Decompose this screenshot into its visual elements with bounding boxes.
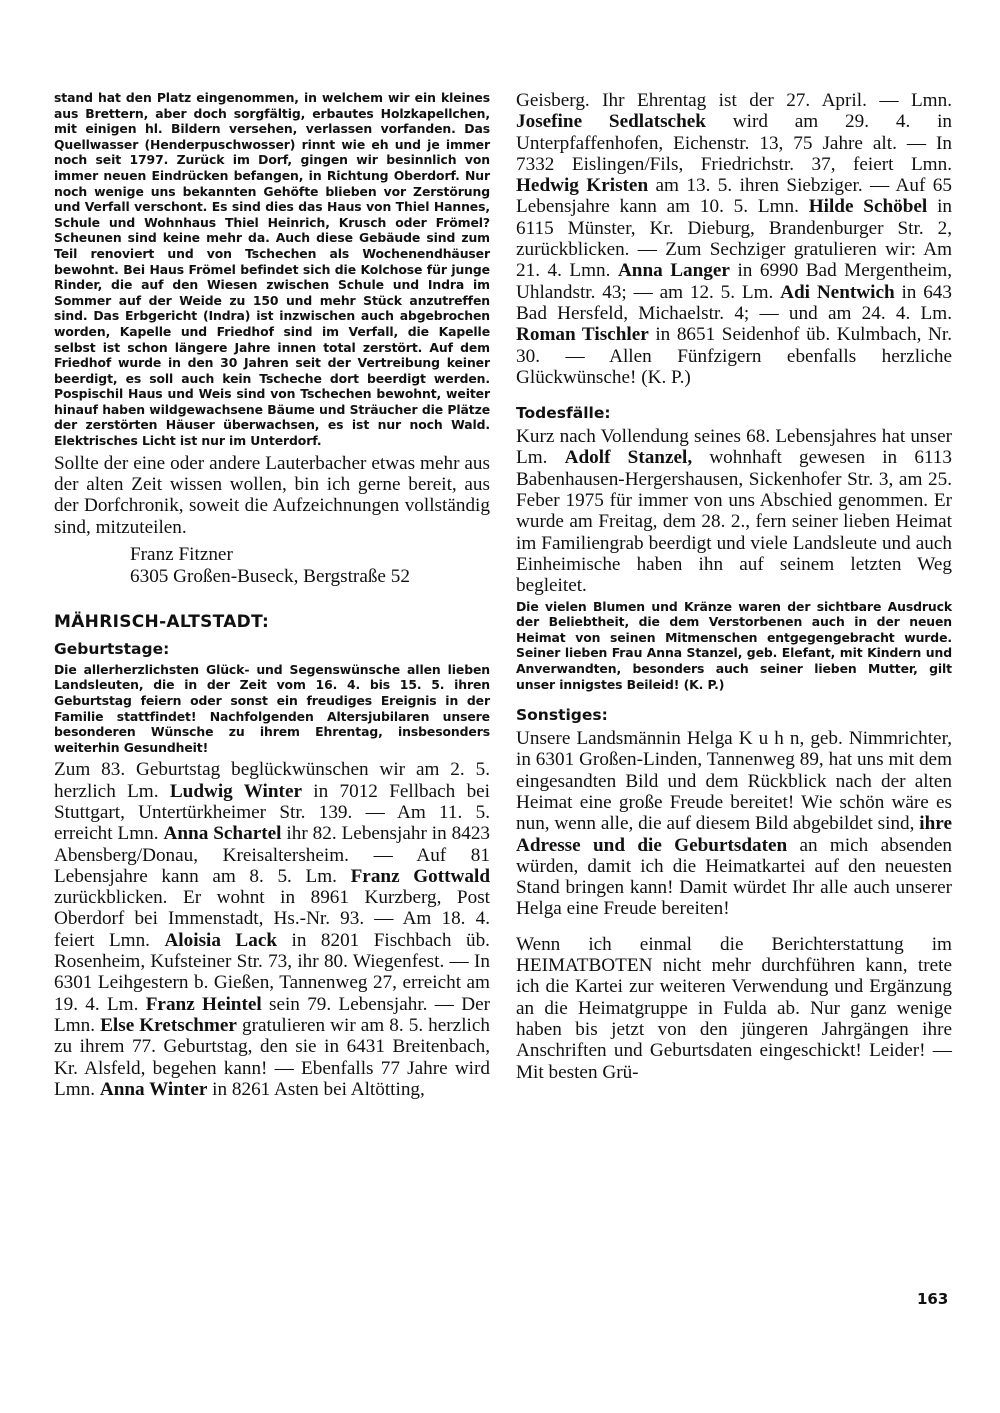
text-run: Geisberg. Ihr Ehrentag ist der 27. April. — Lmn. — [516, 90, 952, 111]
text-run: sein 79. Lebensjahr. — Der Lmn. — [54, 993, 490, 1036]
birthdays-continued — [516, 90, 952, 388]
name-anna-winter: Anna Winter — [99, 1078, 208, 1100]
birthdays-list — [54, 759, 490, 1100]
name-ludwig-winter: Ludwig Winter — [169, 780, 302, 802]
right-column — [516, 90, 952, 1083]
name-franz-gottwald: Franz Gottwald — [350, 865, 490, 887]
text-run: zurückblicken. Er wohnt in 8961 Kurzberg, Post Oberdorf bei Immenstadt, Hs.-Nr. 93. — Am 18. 4. feiert Lmn. — [54, 887, 490, 951]
death-notice — [516, 426, 952, 596]
name-anna-langer: Anna Langer — [617, 260, 730, 282]
birthdays-intro: Die allerherzlichsten Glück- und Segenswünsche allen lieben Landsleuten, die in der Zeit vom 16. 4. bis 15. 5. ihren Geburtstag feiern oder sonst ein freudiges Ereignis in der Familie stattfindet! Nachfolgenden Altersjubilaren unsere besonderen Wünsche zu ihrem Ehrentag, insbesonders weiterhin Gesundheit! — [54, 661, 490, 755]
text-run: in 8651 Seidenhof üb. Kulmbach, Nr. 30. — Allen Fünfzigern ebenfalls herzliche Glückwünsche! (K. P.) — [516, 324, 952, 388]
chronicle-offer-paragraph: Sollte der eine oder andere Lauterbacher etwas mehr aus der alten Zeit wissen wollen, bin ich gerne bereit, aus der Dorfchronik, soweit die Aufzeichnungen vollständig sind, mitzuteilen. — [54, 452, 490, 538]
name-helga-kuhn: K u h n — [738, 728, 800, 750]
text-run: ihr 82. Lebensjahr in 8423 Abensberg/Donau, Kreisaltersheim. — Auf 81 Lebensjahre kann am 8. 5. Lm. — [54, 823, 491, 887]
text-run: Kurz nach Vollendung seines 68. Lebensjahres hat unser Lm. — [516, 426, 952, 469]
text-run: , geb. Nimmrichter, in 6301 Großen-Linden, Tannenweg 89, hat uns mit dem eingesandten Bild und dem Rückblick nach der alten Heimat eine große Freude bereitet! Wie schön wäre es nun, wenn alle, die auf diesem Bild abgebildet sind, — [516, 728, 952, 835]
text-run: in 643 Bad Hersfeld, Michaelstr. 4; — und am 24. 4. Lm. — [516, 281, 952, 324]
name-aloisia-lack: Aloisia Lack — [164, 929, 278, 951]
name-franz-heintel: Franz Heintel — [145, 993, 262, 1015]
text-run: in 6990 Bad Mergentheim, Uhlandstr. 43; — am 12. 5. Lm. — [516, 260, 952, 303]
death-condolences: Die vielen Blumen und Kränze waren der sichtbare Ausdruck der Beliebtheit, die dem Verstorbenen auch in der neuen Heimat von seinen Mitmenschen entgegengebracht wurde. Seiner lieben Frau Anna Stanzel, geb. Elefant, mit Kindern und Anverwandten, besonders auch seiner lieben Mutter, gilt unser innigstes Beileid! (K. P.) — [516, 598, 952, 692]
village-report-paragraph: stand hat den Platz eingenommen, in welchem wir ein kleines aus Brettern, aber doch sorgfältig, erbautes Holzkapellchen, mit einigen hl. Bildern versehen, verlassen vorfanden. Das Quellwasser (Henderpuschwosser) rinnt wie eh und je immer noch seit 1797. Zurück im Dorf, gingen wir besinnlich von immer neuen Eindrücken befangen, in Richtung Oberdorf. Nur noch wenige uns bekannten Gehöfte blieben vor Zerstörung und Verfall verschont. Es sind dies das Haus von Thiel Hannes, Schule und Wohnhaus Thiel Heinrich, Krusch oder Frömel? Scheunen sind keine mehr da. Auch diese Gebäude sind zum Teil renoviert und von Tschechen als Wochenendhäuser bewohnt. Bei Haus Frömel befindet sich die Kolchose für junge Rinder, die auf den Wiesen zwischen Schule und Indra im Sommer auf der Weide zu 150 und mehr Stück anzutreffen sind. Das Erbgericht (Indra) ist inzwischen auch abgebrochen worden, Kapelle und Friedhof sind im Verfall, die Kapelle selbst ist schon längere Jahre innen total zerstört. Auf dem Friedhof wurde in den 30 Jahren seit der Vertreibung keiner beerdigt, es soll auch kein Tscheche dort beerdigt werden. Pospischil Haus und Weis sind von Tschechen bewohnt, weiter hinauf haben wildgewachsene Bäume und Sträucher die Plätze der zerstörten Häuser überwachsen, es ist nur noch Wald. Elektrisches Licht ist nur im Unterdorf. — [54, 90, 490, 449]
text-run: wohnhaft gewesen in 6113 Babenhausen-Hergershausen, Sickenhofer Str. 3, am 25. Feber 1975 für immer von uns Abschied genommen. Er wurde am Freitag, dem 28. 2., fern seiner lieben Heimat im Familiengrab beerdigt und viele Landsleute und auch Einheimische haben ihn auf seinem letzten Weg begleitet. — [516, 447, 952, 597]
text-run: gratulieren wir am 8. 5. herzlich zu ihrem 77. Geburtstag, den sie in 6431 Breitenbach, Kr. Alsfeld, begehen kann! — Ebenfalls 77 Jahre wird Lmn. — [54, 1014, 490, 1100]
name-roman-tischler: Roman Tischler — [516, 324, 649, 346]
name-josefine-sedlatschek: Josefine Sedlatschek — [516, 111, 706, 133]
name-adolf-stanzel: Adolf Stanzel, — [564, 447, 693, 469]
misc-heading: Sonstiges: — [516, 706, 608, 725]
text-run: am 13. 5. ihren Siebziger. — Auf 65 Lebensjahre kann am 10. 5. Lmn. — [516, 175, 952, 218]
text-run: in 8261 Asten bei Altötting, — [207, 1078, 425, 1100]
emphasis-address-birthdates: ihre Adresse und die Geburtsdaten — [516, 813, 952, 856]
left-column — [54, 90, 490, 1100]
name-anna-schartel: Anna Schartel — [163, 823, 282, 845]
final-paragraph: Wenn ich einmal die Berichterstattung im HEIMATBOTEN nicht mehr durchführen kann, trete ich die Kartei zur weiteren Verwendung und Ergänzung an die Heimatgruppe in Fulda ab. Nur ganz wenige haben bis jetzt von den jüngeren Jahrgängen ihre Anschriften und Geburtsdaten eingeschickt! Leider! — Mit besten Grü- — [516, 933, 952, 1083]
name-hedwig-kristen: Hedwig Kristen — [516, 175, 649, 197]
name-else-kretschmer: Else Kretschmer — [100, 1014, 237, 1036]
text-run: an mich absenden würden, damit ich die Heimatkartei auf den neuesten Stand bringen kann! Damit würdet Ihr alle auch unserer Helga eine Freude bereiten! — [516, 834, 952, 920]
text-run: wird am 29. 4. in Unterpfaffenhofen, Eichenstr. 13, 75 Jahre alt. — In 7332 Eislingen/Fils, Friedrichstr. 37, feiert Lmn. — [516, 111, 953, 175]
text-run: in 6115 Münster, Kr. Dieburg, Brandenburger Str. 2, zurückblicken. — Zum Sechziger gratulieren wir: Am 21. 4. Lmn. — [516, 196, 952, 282]
text-run: Zum 83. Geburtstag beglückwünschen wir am 2. 5. herzlich Lm. — [54, 759, 490, 802]
birthdays-heading: Geburtstage: — [54, 639, 170, 658]
text-run: in 8201 Fischbach üb. Rosenheim, Kufsteiner Str. 73, ihr 80. Wiegenfest. — In 6301 Leihgestern b. Gießen, Tannenweg 27, erreicht am 19. 4. Lm. — [54, 929, 490, 1015]
name-adi-nentwich: Adi Nentwich — [780, 281, 895, 303]
signature-address: 6305 Großen-Buseck, Bergstraße 52 — [130, 565, 410, 587]
section-title: MÄHRISCH-ALTSTADT: — [54, 611, 270, 632]
misc-paragraph — [516, 728, 952, 920]
name-hilde-schoebel: Hilde Schöbel — [808, 196, 928, 218]
text-run: Unsere Landsmännin Helga — [516, 728, 739, 750]
signature-name: Franz Fitzner — [130, 543, 233, 565]
text-run: in 7012 Fellbach bei Stuttgart, Untertürkheimer Str. 139. — Am 11. 5. erreicht Lmn. — [54, 780, 491, 845]
page-number: 163 — [917, 1290, 949, 1308]
deaths-heading: Todesfälle: — [516, 404, 611, 423]
